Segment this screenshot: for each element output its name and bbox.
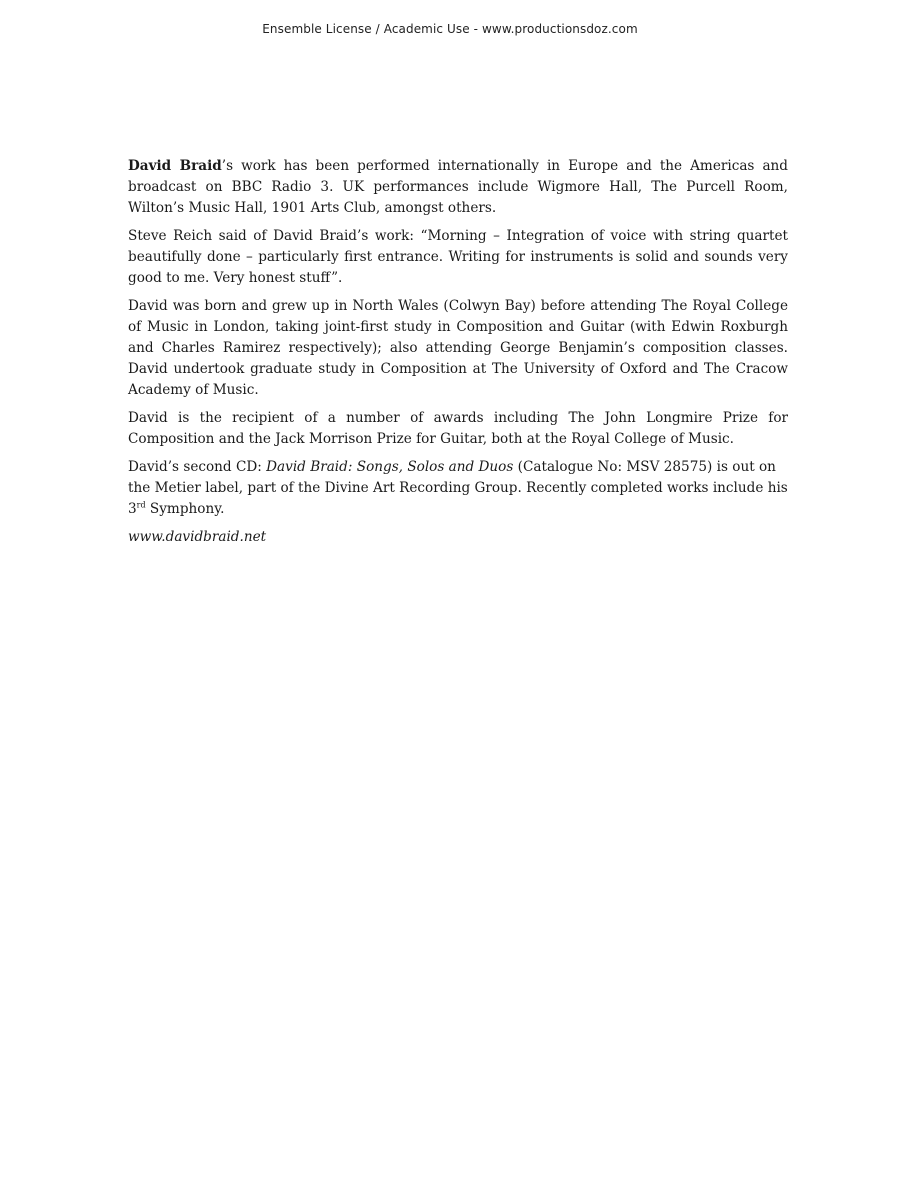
bio-paragraph-5: [128, 457, 788, 520]
website-link[interactable]: www.davidbraid.net: [128, 529, 267, 545]
license-header: Ensemble License / Academic Use - www.productionsdoz.com: [262, 22, 638, 36]
website-paragraph: [128, 527, 788, 548]
cd-intro: David’s second CD:: [128, 459, 267, 475]
bio-paragraph-1-text: ’s work has been performed internationally in Europe and the Americas and broadcast on BBC Radio 3. UK performances include Wigmore Hall, The Purcell Room, Wilton’s Music Hall, 1901 Arts Club, amongst others.: [128, 158, 788, 216]
cd-title: David Braid: Songs, Solos and Duos: [266, 459, 514, 475]
biography-text: [128, 156, 788, 555]
ordinal-suffix: rd: [136, 500, 146, 510]
cd-details-end: Symphony.: [145, 501, 225, 517]
bio-paragraph-1: [128, 156, 788, 219]
bio-paragraph-4: David is the recipient of a number of awards including The John Longmire Prize for Composition and the Jack Morrison Prize for Guitar, both at the Royal College of Music.: [128, 410, 788, 447]
cd-details: (Catalogue No: MSV 28575) is out on the Metier label, part of the Divine Art Recording Group. Recently completed works include his 3: [128, 459, 788, 517]
composer-name: David Braid: [128, 158, 222, 174]
bio-paragraph-2: Steve Reich said of David Braid’s work: “Morning – Integration of voice with string quartet beautifully done – particularly first entrance. Writing for instruments is solid and sounds very good to me. Very honest stuff”.: [128, 228, 788, 286]
bio-paragraph-3: David was born and grew up in North Wales (Colwyn Bay) before attending The Royal College of Music in London, taking joint-first study in Composition and Guitar (with Edwin Roxburgh and Charles Ramirez respectively); also attending George Benjamin’s composition classes. David undertook graduate study in Composition at The University of Oxford and The Cracow Academy of Music.: [128, 298, 788, 398]
